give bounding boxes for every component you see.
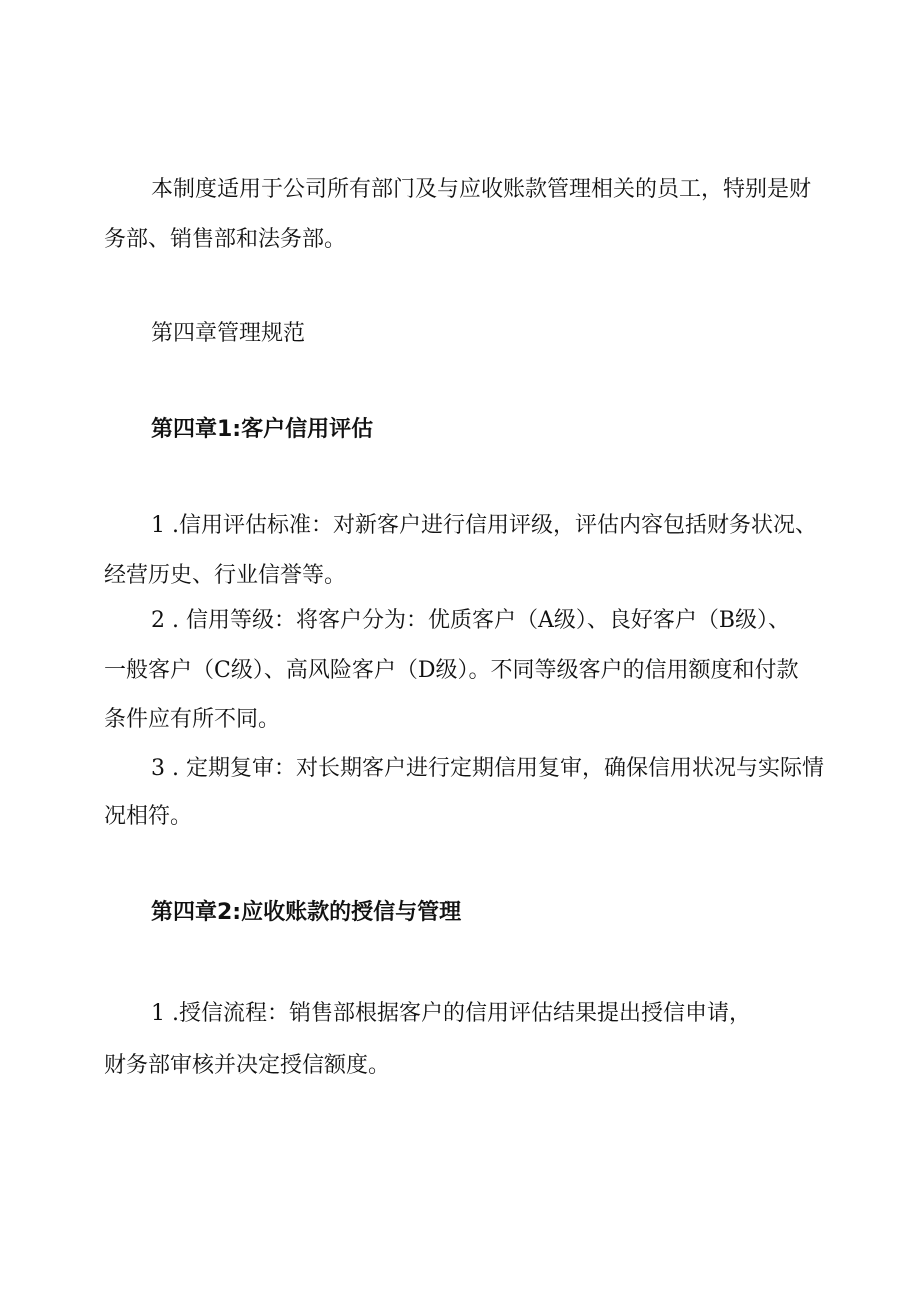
section-1-heading: 第四章1:客户信用评估 bbox=[151, 417, 374, 442]
section-1-item-1-line-2: 经营历史、行业信誉等。 bbox=[104, 563, 347, 588]
section-1-item-2-line-2: 一般客户（C级）、高风险客户（D级）。不同等级客户的信用额度和付款 bbox=[104, 658, 799, 683]
section-2-heading: 第四章2:应收账款的授信与管理 bbox=[151, 900, 462, 925]
scope-paragraph-line-1: 本制度适用于公司所有部门及与应收账款管理相关的员工，特别是财 bbox=[151, 177, 812, 202]
section-1-item-3-line-2: 况相符。 bbox=[104, 804, 193, 829]
section-2-item-1-line-2: 财务部审核并决定授信额度。 bbox=[104, 1053, 391, 1078]
section-1-item-2-line-1: 2 . 信用等级：将客户分为：优质客户（A级）、良好客户（B级）、 bbox=[151, 608, 791, 633]
chapter-title: 第四章管理规范 bbox=[151, 321, 306, 346]
section-1-item-3-line-1: 3 . 定期复审：对长期客户进行定期信用复审，确保信用状况与实际情 bbox=[151, 756, 824, 781]
section-1-item-2-line-3: 条件应有所不同。 bbox=[104, 707, 281, 732]
section-2-item-1-line-1: 1 .授信流程：销售部根据客户的信用评估结果提出授信申请， bbox=[151, 1001, 751, 1026]
scope-paragraph-line-2: 务部、销售部和法务部。 bbox=[104, 227, 347, 252]
section-1-item-1-line-1: 1 .信用评估标准：对新客户进行信用评级，评估内容包括财务状况、 bbox=[151, 513, 817, 538]
